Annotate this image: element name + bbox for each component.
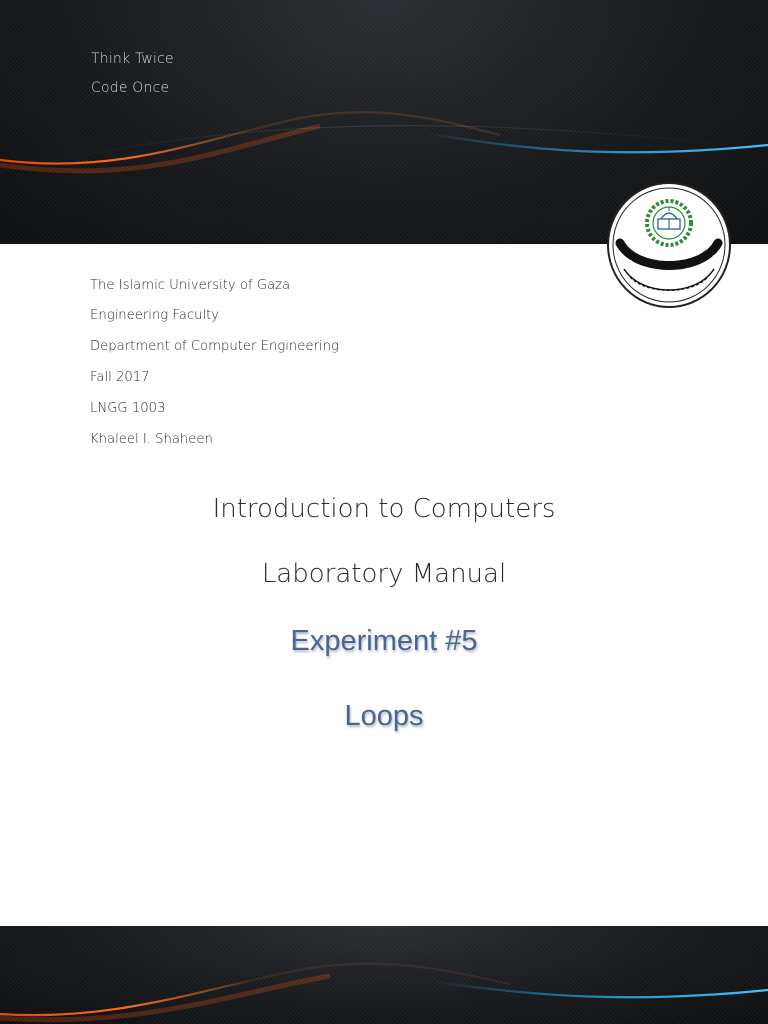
motto-line-1: Think Twice	[91, 51, 174, 67]
motto-line-2: Code Once	[91, 80, 170, 96]
experiment-topic: Loops	[344, 700, 424, 732]
course-title: Introduction to Computers	[212, 494, 556, 524]
department-name: Department of Computer Engineering	[90, 339, 339, 354]
footer-banner	[0, 926, 768, 1024]
term-label: Fall 2017	[90, 370, 150, 385]
university-name: The Islamic University of Gaza	[90, 278, 291, 293]
experiment-number: Experiment #5	[290, 625, 478, 657]
swoosh-decoration	[0, 926, 768, 1024]
course-code: LNGG 1003	[90, 401, 166, 416]
faculty-name: Engineering Faculty	[90, 308, 220, 323]
document-title: Laboratory Manual	[261, 559, 507, 589]
university-seal-logo	[606, 181, 732, 309]
author-name: Khaleel I. Shaheen	[90, 432, 213, 447]
